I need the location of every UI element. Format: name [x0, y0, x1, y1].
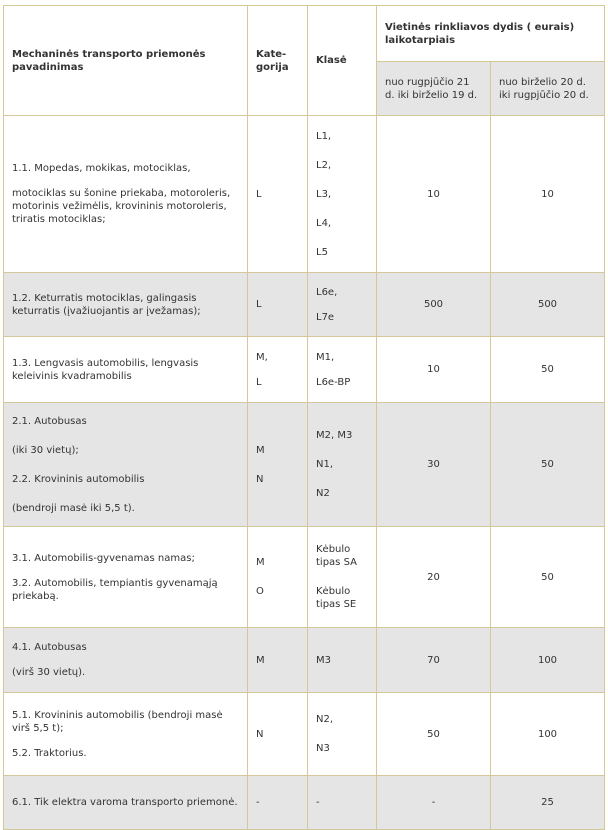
cell-class: [308, 628, 377, 693]
cell-value-1: 70: [377, 628, 491, 693]
cell-text: M: [256, 444, 265, 456]
cell-value-1: 10: [377, 337, 491, 403]
header-class: Klasė: [308, 6, 377, 116]
table-row: [4, 776, 605, 830]
cell-value-1: 10: [377, 116, 491, 273]
cell-category: [248, 116, 308, 273]
cell-class: [308, 527, 377, 628]
table-row: [4, 337, 605, 403]
cell-class: [308, 273, 377, 337]
cell-text: (virš 30 vietų).: [12, 667, 86, 678]
cell-text: L6e-BP: [316, 376, 351, 388]
table-row: [4, 116, 605, 273]
cell-text: M: [256, 654, 265, 666]
cell-text: -: [256, 797, 260, 808]
cell-text: 3.1. Automobilis-gyvenamas namas;: [12, 552, 195, 564]
cell-category: [248, 628, 308, 693]
cell-value-2: 100: [491, 693, 605, 776]
cell-name: [4, 527, 248, 628]
header-period-1: nuo rugpjūčio 21 d. iki birželio 19 d.: [377, 62, 491, 116]
cell-class: [308, 116, 377, 273]
cell-text: L: [256, 188, 262, 200]
cell-category: [248, 776, 308, 830]
cell-category: [248, 337, 308, 403]
cell-class: [308, 403, 377, 527]
cell-category: [248, 403, 308, 527]
cell-text: L1,: [316, 130, 332, 142]
cell-text: M3: [316, 654, 331, 666]
header-name: Mechaninės transporto priemonės pavadinimas: [4, 6, 248, 116]
cell-value-2: 50: [491, 403, 605, 527]
header-row: [4, 6, 605, 62]
cell-text: Kėbulo tipas SA: [316, 544, 357, 568]
cell-class: [308, 693, 377, 776]
cell-text: 1.2. Keturratis motociklas, galingasis keturratis (įvažiuojantis ar įvežamas);: [12, 292, 201, 317]
header-fee: Vietinės rinkliavos dydis ( eurais) laikotarpiais: [377, 6, 605, 62]
cell-value-1: 500: [377, 273, 491, 337]
cell-text: N1,: [316, 459, 334, 470]
cell-text: L7e: [316, 311, 335, 323]
cell-text: 1.3. Lengvasis automobilis, lengvasis keleivinis kvadramobilis: [12, 357, 199, 382]
cell-text: L2,: [316, 159, 332, 171]
cell-text: N2: [316, 488, 330, 499]
cell-text: N: [256, 473, 264, 485]
cell-name: [4, 273, 248, 337]
cell-class: [308, 337, 377, 403]
table-row: [4, 273, 605, 337]
table-row: [4, 403, 605, 527]
cell-text: L5: [316, 246, 328, 258]
cell-text: M,: [256, 351, 268, 363]
cell-text: Kėbulo tipas SE: [316, 586, 357, 610]
table-row: [4, 693, 605, 776]
table-row: [4, 527, 605, 628]
cell-value-2: 50: [491, 527, 605, 628]
cell-text: 3.2. Automobilis, tempiantis gyvenamąją priekabą.: [12, 577, 218, 602]
cell-value-2: 25: [491, 776, 605, 830]
cell-category: [248, 273, 308, 337]
cell-name: [4, 116, 248, 273]
cell-value-2: 500: [491, 273, 605, 337]
cell-text: 1.1. Mopedas, mokikas, motociklas,: [12, 163, 191, 174]
cell-text: L3,: [316, 188, 332, 200]
table-row: [4, 628, 605, 693]
cell-text: N3: [316, 743, 330, 754]
cell-text: N: [256, 728, 264, 740]
cell-text: -: [316, 797, 320, 808]
cell-value-1: 20: [377, 527, 491, 628]
cell-name: [4, 776, 248, 830]
cell-text: L: [256, 299, 262, 310]
cell-name: [4, 337, 248, 403]
cell-text: O: [256, 586, 264, 597]
cell-value-2: 100: [491, 628, 605, 693]
cell-text: motociklas su šonine priekaba, motoroleris, motorinis vežimėlis, krovininis motoroleris, triratis motociklas;: [12, 188, 231, 225]
cell-text: 2.2. Krovininis automobilis: [12, 473, 145, 485]
cell-text: 2.1. Autobusas: [12, 415, 87, 427]
cell-class: [308, 776, 377, 830]
cell-text: L: [256, 376, 262, 388]
cell-text: 5.1. Krovininis automobilis (bendroji masė virš 5,5 t);: [12, 709, 223, 734]
cell-text: M: [256, 557, 265, 568]
cell-name: [4, 693, 248, 776]
cell-text: 6.1. Tik elektra varoma transporto priemonė.: [12, 797, 238, 808]
cell-text: L4,: [316, 217, 332, 229]
cell-value-1: 50: [377, 693, 491, 776]
cell-text: M2, M3: [316, 430, 353, 441]
cell-text: (iki 30 vietų);: [12, 444, 79, 456]
cell-text: (bendroji masė iki 5,5 t).: [12, 502, 135, 514]
fee-table: [3, 5, 605, 830]
cell-text: M1,: [316, 351, 335, 363]
cell-text: 5.2. Traktorius.: [12, 747, 87, 759]
cell-category: [248, 693, 308, 776]
cell-category: [248, 527, 308, 628]
cell-name: [4, 403, 248, 527]
cell-value-1: -: [377, 776, 491, 830]
header-category: Kate-gorija: [248, 6, 308, 116]
cell-value-1: 30: [377, 403, 491, 527]
header-period-2: nuo birželio 20 d. iki rugpjūčio 20 d.: [491, 62, 605, 116]
cell-text: 4.1. Autobusas: [12, 642, 87, 653]
cell-value-2: 50: [491, 337, 605, 403]
cell-name: [4, 628, 248, 693]
cell-value-2: 10: [491, 116, 605, 273]
cell-text: N2,: [316, 714, 334, 725]
cell-text: L6e,: [316, 286, 338, 298]
